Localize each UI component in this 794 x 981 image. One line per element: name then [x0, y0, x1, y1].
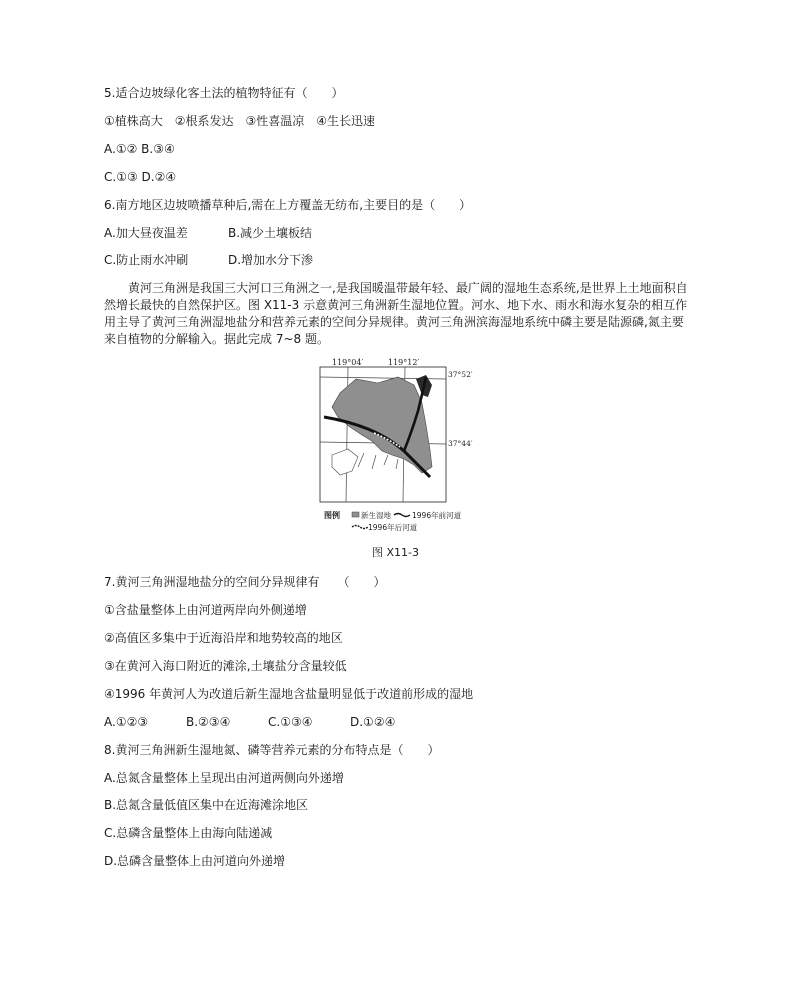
- figure-x11-3: [318, 355, 478, 545]
- lon-right-label: 119°12′: [388, 358, 420, 367]
- q5-stem: 5.适合边坡绿化客土法的植物特征有（ ）: [104, 86, 344, 100]
- lon-left-label: 119°04′: [332, 358, 364, 367]
- q7-option-b: B.②③④: [186, 715, 231, 729]
- q7-statement-4: ④1996 年黄河人为改道后新生湿地含盐量明显低于改道前形成的湿地: [104, 687, 474, 701]
- q6-option-a: A.加大昼夜温差: [104, 226, 188, 240]
- q5-options-row1: A.①② B.③④: [104, 142, 175, 156]
- legend-new-channel: 1996年后河道: [368, 523, 418, 532]
- legend-new-channel-swatch: [352, 526, 368, 529]
- q8-option-d: D.总磷含量整体上由河道向外递增: [104, 854, 286, 868]
- q7-statement-2: ②高值区多集中于近海沿岸和地势较高的地区: [104, 631, 343, 645]
- q6-options-row1: [104, 225, 312, 241]
- legend-old-channel-swatch: [394, 514, 410, 517]
- legend-title: 图例: [324, 511, 340, 520]
- q7-stem: 7.黄河三角洲湿地盐分的空间分异规律有 （ ）: [104, 575, 386, 589]
- lat-top-label: 37°52′: [448, 370, 473, 379]
- q7-statement-1: ①含盐量整体上由河道两岸向外侧递增: [104, 603, 307, 617]
- q6-option-c: C.防止雨水冲刷: [104, 253, 189, 267]
- q5-statements: ①植株高大 ②根系发达 ③性喜温凉 ④生长迅速: [104, 114, 376, 128]
- q7-option-a: A.①②③: [104, 715, 149, 729]
- q6-option-d: D.增加水分下渗: [228, 253, 314, 267]
- q8-option-b: B.总氮含量低值区集中在近海滩涂地区: [104, 798, 309, 812]
- legend-wetland-swatch: [352, 512, 359, 517]
- q6-option-b: B.减少土壤板结: [228, 226, 313, 240]
- q6-options-row2: [104, 252, 313, 268]
- q8-option-c: C.总磷含量整体上由海向陆递减: [104, 826, 273, 840]
- legend-new-wetland: 新生湿地: [361, 511, 391, 520]
- q8-option-a: A.总氮含量整体上呈现出由河道两侧向外递增: [104, 771, 344, 785]
- reading-passage: 黄河三角洲是我国三大河口三角洲之一,是我国暖温带最年轻、最广阔的湿地生态系统,是世界上土地面积自然增长最快的自然保护区。图 X11-3 示意黄河三角洲新生湿地位置。河水、地下水、雨水和海水复杂的相互作用主导了黄河三角洲湿地盐分和营养元素的空间分异规律。黄河三角洲滨海湿地系统中磷主要是陆源磷,氮主要来自植物的分解输入。据此完成 7~8 题。: [104, 281, 688, 346]
- q7-option-c: C.①③④: [268, 715, 313, 729]
- q7-option-d: D.①②④: [350, 715, 396, 729]
- q6-stem: 6.南方地区边坡喷播草种后,需在上方覆盖无纺布,主要目的是（ ）: [104, 198, 472, 212]
- q5-options-row2: C.①③ D.②④: [104, 170, 177, 184]
- lat-bottom-label: 37°44′: [448, 439, 473, 448]
- q7-options: [104, 714, 395, 730]
- figure-caption: 图 X11-3: [372, 546, 419, 559]
- q7-statement-3: ③在黄河入海口附近的滩涂,土壤盐分含量较低: [104, 659, 347, 673]
- delta-map: [318, 355, 478, 545]
- legend-old-channel: 1996年前河道: [412, 511, 462, 520]
- q8-stem: 8.黄河三角洲新生湿地氮、磷等营养元素的分布特点是（ ）: [104, 743, 440, 757]
